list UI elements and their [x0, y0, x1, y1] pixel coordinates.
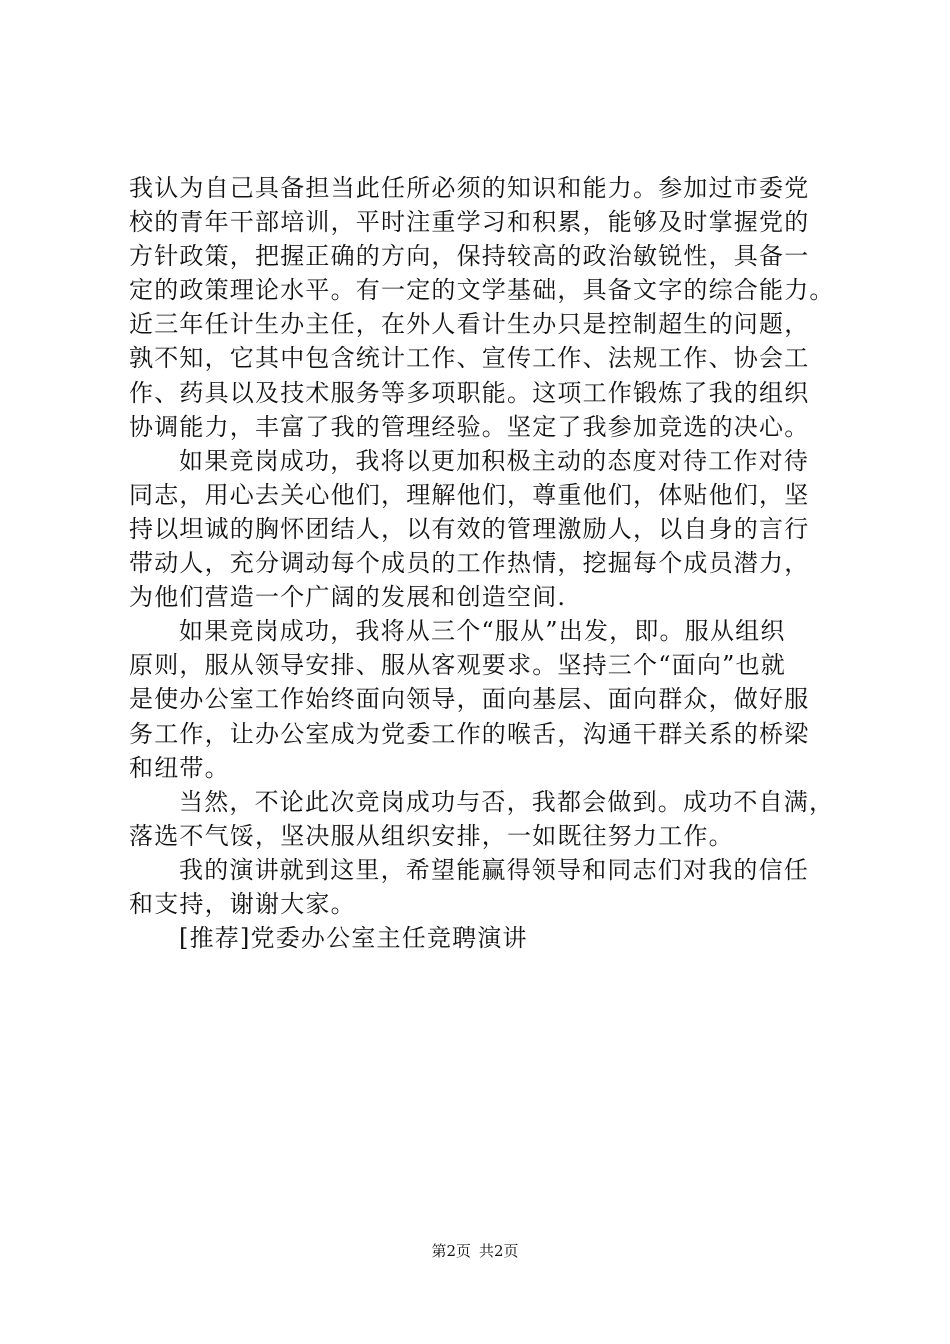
text-line: [推荐]党委办公室主任竞聘演讲 [179, 924, 528, 953]
text-line: 校的青年干部培训，平时注重学习和积累，能够及时掌握党的 [129, 208, 810, 237]
page-footer [0, 1241, 950, 1261]
text-line: 作、药具以及技术服务等多项职能。这项工作锻炼了我的组织 [129, 378, 810, 407]
text-line: 我认为自己具备担当此任所必须的知识和能力。参加过市委党 [129, 174, 810, 202]
text-line: 落选不气馁，坚决服从组织安排，一如既往努力工作。 [129, 821, 734, 850]
text-line: 方针政策，把握正确的方向，保持较高的政治敏锐性，具备一 [129, 242, 810, 271]
text-line: 原则，服从领导安排、服从客观要求。坚持三个“面向”也就 [129, 651, 786, 680]
page-number: 第2页 [431, 1242, 471, 1260]
document-body [129, 171, 835, 955]
text-line: 如果竞岗成功，我将以更加积极主动的态度对待工作对待 [179, 446, 809, 475]
text-line: 带动人，充分调动每个成员的工作热情，挖掘每个成员潜力， [129, 549, 810, 578]
page-total: 共2页 [479, 1242, 519, 1260]
text-line: 孰不知，它其中包含统计工作、宣传工作、法规工作、协会工 [129, 344, 810, 373]
text-line: 定的政策理论水平。有一定的文学基础，具备文字的综合能力。 [129, 276, 835, 305]
text-line: 当然，不论此次竞岗成功与否，我都会做到。成功不自满， [179, 787, 835, 816]
text-line: 协调能力，丰富了我的管理经验。坚定了我参加竞选的决心。 [129, 412, 810, 441]
text-line: 务工作，让办公室成为党委工作的喉舌，沟通干群关系的桥梁 [129, 719, 810, 748]
text-line: 持以坦诚的胸怀团结人，以有效的管理激励人，以自身的言行 [129, 514, 810, 543]
text-line: 我的演讲就到这里，希望能赢得领导和同志们对我的信任 [179, 855, 809, 884]
text-line: 为他们营造一个广阔的发展和创造空间. [129, 583, 567, 612]
text-line: 近三年任计生办主任，在外人看计生办只是控制超生的问题， [129, 310, 810, 339]
text-line: 同志，用心去关心他们，理解他们，尊重他们，体贴他们，坚 [129, 480, 810, 509]
text-line: 是使办公室工作始终面向领导，面向基层、面向群众，做好服 [129, 685, 810, 714]
text-line: 和支持，谢谢大家。 [129, 889, 356, 918]
text-line: 如果竞岗成功，我将从三个“服从”出发，即。服从组织 [179, 617, 786, 646]
text-line: 和纽带。 [129, 753, 230, 782]
